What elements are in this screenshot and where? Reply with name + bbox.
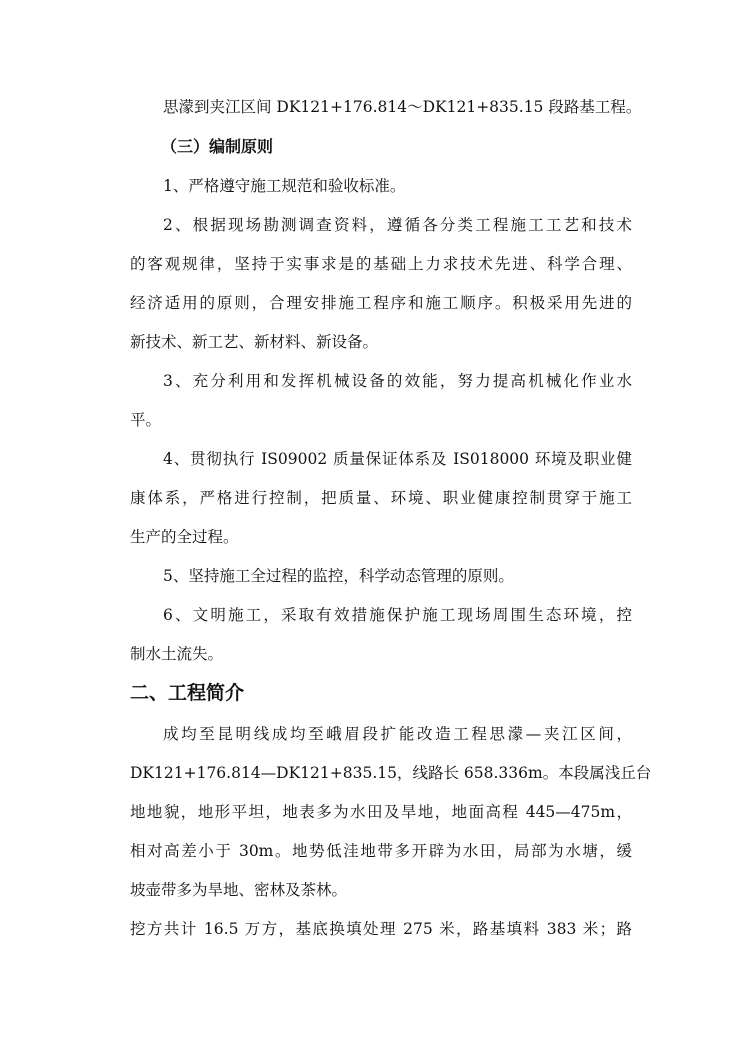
principle-6-line-2: 制水土流失。 [130, 645, 224, 663]
intro-line-2: DK121+176.814—DK121+835.15，线路长 658.336m。本段属浅丘台 [130, 764, 652, 782]
principle-2-line-1: 2、根据现场勘测调查资料，遵循各分类工程施工工艺和技术 [163, 216, 632, 234]
principle-4-line-1: 4、贯彻执行 IS09002 质量保证体系及 IS018000 环境及职业健 [163, 450, 632, 468]
intro-line-4: 相对高差小于 30m。地势低洼地带多开辟为水田，局部为水塘，缓 [130, 842, 632, 860]
principle-1: 1、严格遵守施工规范和验收标准。 [163, 177, 406, 195]
text-line: 思濛到夹江区间 DK121+176.814～DK121+835.15 段路基工程。 [163, 98, 642, 116]
excavation-line-1: 挖方共计 16.5 万方，基底换填处理 275 米，路基填料 383 米；路 [130, 920, 632, 938]
principle-2-line-2: 的客观规律，坚持于实事求是的基础上力求技术先进、科学合理、 [130, 255, 632, 273]
intro-line-3: 地地貌，地形平坦，地表多为水田及旱地，地面高程 445—475m， [130, 803, 632, 821]
section-heading-compile-principles: （三）编制原则 [161, 137, 274, 156]
section-heading-project-intro: 二、工程简介 [130, 682, 245, 704]
principle-4-line-3: 生产的全过程。 [130, 528, 239, 546]
principle-2-line-4: 新技术、新工艺、新材料、新设备。 [130, 333, 379, 351]
principle-6-line-1: 6、文明施工，采取有效措施保护施工现场周围生态环境，控 [163, 606, 632, 624]
intro-line-5: 坡壶带多为旱地、密林及茶林。 [130, 881, 348, 899]
principle-2-line-3: 经济适用的原则，合理安排施工程序和施工顺序。积极采用先进的 [130, 294, 632, 312]
principle-5: 5、坚持施工全过程的监控，科学动态管理的原则。 [163, 567, 514, 585]
principle-3-line-1: 3、充分利用和发挥机械设备的效能，努力提高机械化作业水 [163, 372, 632, 390]
principle-3-line-2: 平。 [130, 411, 162, 429]
principle-4-line-2: 康体系，严格进行控制，把质量、环境、职业健康控制贯穿于施工 [130, 489, 632, 507]
intro-line-1: 成均至昆明线成均至峨眉段扩能改造工程思濛—夹江区间， [163, 725, 632, 743]
